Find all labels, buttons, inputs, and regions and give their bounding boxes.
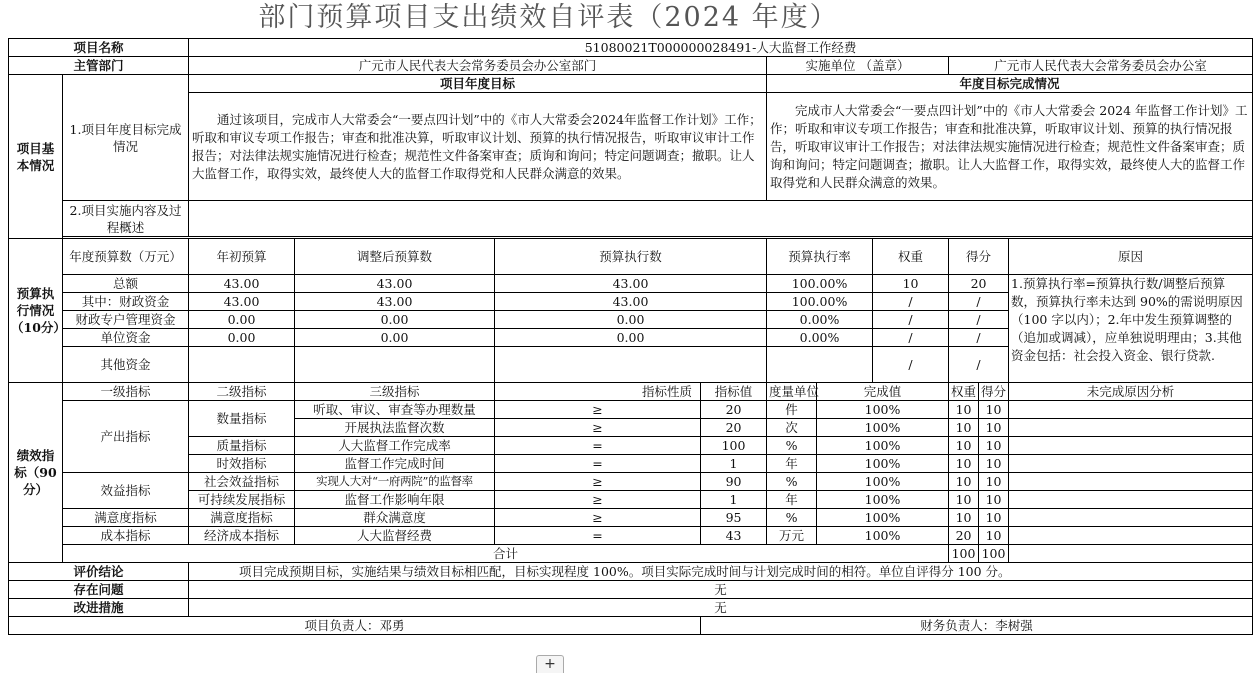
budget-row-label: 单位资金 (63, 329, 189, 347)
indicator-weight: 10 (949, 401, 979, 419)
budget-executed: 0.00 (495, 329, 767, 347)
hdr-rate: 预算执行率 (767, 239, 873, 275)
dept-value: 广元市人民代表大会常务委员会办公室部门 (189, 57, 767, 75)
finance-lead: 财务负责人：李树强 (701, 617, 1253, 635)
budget-executed (495, 347, 767, 383)
indicator-value: 43 (701, 527, 767, 545)
budget-score: / (949, 293, 1009, 311)
budget-adjusted: 0.00 (295, 329, 495, 347)
total-analysis (1009, 545, 1253, 563)
basic-section-label: 项目基本情况 (9, 75, 63, 239)
hdr-b-score: 得分 (949, 239, 1009, 275)
indicator-score: 10 (979, 401, 1009, 419)
indicator-analysis (1009, 527, 1253, 545)
indicator-nature: = (495, 437, 701, 455)
add-sheet-button[interactable]: + (536, 655, 564, 673)
indicator-nature: = (495, 527, 701, 545)
project-name-label: 项目名称 (9, 39, 189, 57)
indicator-score: 10 (979, 491, 1009, 509)
budget-initial: 0.00 (189, 329, 295, 347)
budget-rate: 100.00% (767, 275, 873, 293)
indicator-unit: 次 (767, 419, 817, 437)
hdr-p-score: 得分 (979, 383, 1009, 401)
problems-label: 存在问题 (9, 581, 189, 599)
completion-header: 年度目标完成情况 (767, 75, 1253, 93)
indicator-value: 100 (701, 437, 767, 455)
lvl1-benefit: 效益指标 (63, 473, 189, 509)
budget-row-label: 财政专户管理资金 (63, 311, 189, 329)
hdr-value: 指标值 (701, 383, 767, 401)
indicator-score: 10 (979, 473, 1009, 491)
lvl2-timeliness: 时效指标 (189, 455, 295, 473)
lvl2-satisfaction: 满意度指标 (189, 509, 295, 527)
lvl2-quantity: 数量指标 (189, 401, 295, 437)
hdr-executed: 预算执行数 (495, 239, 767, 275)
lvl2-cost: 经济成本指标 (189, 527, 295, 545)
indicator-value: 1 (701, 491, 767, 509)
budget-row-label: 其中：财政资金 (63, 293, 189, 311)
lvl3-indicator: 开展执法监督次数 (295, 419, 495, 437)
budget-adjusted: 0.00 (295, 311, 495, 329)
budget-weight: 10 (873, 275, 949, 293)
budget-executed: 43.00 (495, 293, 767, 311)
indicator-completed: 100% (817, 491, 949, 509)
lvl2-sustainable: 可持续发展指标 (189, 491, 295, 509)
indicator-analysis (1009, 509, 1253, 527)
indicator-weight: 10 (949, 491, 979, 509)
impl-unit-value: 广元市人民代表大会常务委员会办公室 (949, 57, 1253, 75)
project-lead: 项目负责人：邓勇 (9, 617, 701, 635)
lvl3-indicator: 监督工作完成时间 (295, 455, 495, 473)
indicator-analysis (1009, 455, 1253, 473)
budget-weight: / (873, 311, 949, 329)
hdr-p-weight: 权重 (949, 383, 979, 401)
indicator-value: 1 (701, 455, 767, 473)
budget-score: / (949, 329, 1009, 347)
lvl2-social: 社会效益指标 (189, 473, 295, 491)
content-value (189, 201, 1253, 237)
indicator-value: 20 (701, 419, 767, 437)
goal-completion-label: 1.项目年度目标完成情况 (63, 75, 189, 201)
indicator-nature: ≥ (495, 491, 701, 509)
budget-score: 20 (949, 275, 1009, 293)
indicator-completed: 100% (817, 455, 949, 473)
hdr-lvl2: 二级指标 (189, 383, 295, 401)
indicator-unit: 年 (767, 455, 817, 473)
budget-weight: / (873, 329, 949, 347)
lvl2-quality: 质量指标 (189, 437, 295, 455)
improvements-label: 改进措施 (9, 599, 189, 617)
budget-weight: / (873, 293, 949, 311)
indicator-completed: 100% (817, 401, 949, 419)
indicator-nature: ≥ (495, 401, 701, 419)
budget-initial: 43.00 (189, 275, 295, 293)
hdr-adjusted: 调整后预算数 (295, 239, 495, 275)
budget-score: / (949, 347, 1009, 383)
indicator-unit: 万元 (767, 527, 817, 545)
indicator-analysis (1009, 491, 1253, 509)
annual-goal-text: 通过该项目，完成市人大常委会“一要点四计划”中的《市人大常委会2024年监督工作计划》工作；听取和审议专项工作报告；审查和批准决算，听取审议计划、预算的执行情况报告，听取审议审计工作报告；对法律法规实施情况进行检查；规范性文件备案审查；质询和询问；特定问题调查；撤职。让人大监督工作，取得实效，最终使人大的监督工作取得党和人民群众满意的效果。 (189, 93, 767, 201)
hdr-completed: 完成值 (817, 383, 949, 401)
improvements-value: 无 (189, 599, 1253, 617)
budget-score: / (949, 311, 1009, 329)
indicator-nature: ≥ (495, 473, 701, 491)
indicator-value: 20 (701, 401, 767, 419)
budget-adjusted: 43.00 (295, 293, 495, 311)
lvl1-cost: 成本指标 (63, 527, 189, 545)
lvl3-indicator: 人大监督工作完成率 (295, 437, 495, 455)
indicator-score: 10 (979, 509, 1009, 527)
budget-initial: 43.00 (189, 293, 295, 311)
indicator-analysis (1009, 437, 1253, 455)
indicator-nature: ≥ (495, 509, 701, 527)
lvl3-indicator: 听取、审议、审查等办理数量 (295, 401, 495, 419)
budget-rate: 0.00% (767, 329, 873, 347)
completion-text: 完成市人大常委会“一要点四计划”中的《市人大常委会 2024 年监督工作计划》工作；听取和审议专项工作报告；审查和批准决算，听取审议计划、预算的执行情况报告，听取审议审计工作报告；对法律法规实施情况进行检查；规范性文件备案审查；质询和询问；特定问题调查；撤职。让人大监督工作，取得实效，最终使人大的监督工作取得党和人民群众满意的效果。 (767, 93, 1253, 201)
lvl3-indicator: 实现人大对“一府两院”的监督率 (295, 473, 495, 491)
indicator-analysis (1009, 419, 1253, 437)
indicator-analysis (1009, 401, 1253, 419)
indicator-weight: 10 (949, 473, 979, 491)
indicator-nature: = (495, 455, 701, 473)
project-name-value: 51080021T000000028491-人大监督工作经费 (189, 39, 1253, 57)
hdr-reason: 原因 (1009, 239, 1253, 275)
budget-adjusted: 43.00 (295, 275, 495, 293)
indicator-completed: 100% (817, 509, 949, 527)
indicator-nature: ≥ (495, 419, 701, 437)
lvl1-output: 产出指标 (63, 401, 189, 473)
indicator-unit: 件 (767, 401, 817, 419)
lvl1-satisfaction: 满意度指标 (63, 509, 189, 527)
indicator-value: 90 (701, 473, 767, 491)
impl-unit-label: 实施单位 （盖章） (767, 57, 949, 75)
total-score: 100 (979, 545, 1009, 563)
budget-initial (189, 347, 295, 383)
indicator-score: 10 (979, 455, 1009, 473)
evaluation-table (8, 38, 1253, 635)
budget-rate: 100.00% (767, 293, 873, 311)
indicator-completed: 100% (817, 527, 949, 545)
budget-row-label: 其他资金 (63, 347, 189, 383)
budget-rate: 0.00% (767, 311, 873, 329)
budget-executed: 0.00 (495, 311, 767, 329)
total-label: 合计 (63, 545, 949, 563)
total-weight: 100 (949, 545, 979, 563)
indicator-score: 10 (979, 419, 1009, 437)
annual-goal-header: 项目年度目标 (189, 75, 767, 93)
budget-adjusted (295, 347, 495, 383)
budget-reason-text: 1.预算执行率=预算执行数/调整后预算数，预算执行率未达到 90%的需说明原因（100 字以内）；2.年中发生预算调整的（追加或调减），应单独说明理由；3.其他资金包括：社会投入资金、银行贷款. (1009, 275, 1253, 383)
indicator-completed: 100% (817, 419, 949, 437)
indicator-score: 10 (979, 527, 1009, 545)
indicator-unit: % (767, 473, 817, 491)
hdr-nature: 指标性质 (495, 383, 701, 401)
hdr-unit: 度量单位 (767, 383, 817, 401)
indicator-completed: 100% (817, 473, 949, 491)
indicator-weight: 10 (949, 437, 979, 455)
indicator-unit: % (767, 509, 817, 527)
budget-executed: 43.00 (495, 275, 767, 293)
budget-rate (767, 347, 873, 383)
hdr-lvl3: 三级指标 (295, 383, 495, 401)
dept-label: 主管部门 (9, 57, 189, 75)
indicator-value: 95 (701, 509, 767, 527)
page-title: 部门预算项目支出绩效自评表（2024 年度） (258, 2, 839, 33)
hdr-lvl1: 一级指标 (63, 383, 189, 401)
indicator-weight: 10 (949, 419, 979, 437)
budget-section-label: 预算执行情况（10分） (9, 239, 63, 383)
perf-section-label: 绩效指标（90分） (9, 383, 63, 563)
problems-value: 无 (189, 581, 1253, 599)
indicator-unit: 年 (767, 491, 817, 509)
budget-row-label: 总额 (63, 275, 189, 293)
evaluation-label: 评价结论 (9, 563, 189, 581)
lvl3-indicator: 人大监督经费 (295, 527, 495, 545)
hdr-year-budget: 年度预算数（万元） (63, 239, 189, 275)
hdr-b-weight: 权重 (873, 239, 949, 275)
hdr-analysis: 未完成原因分析 (1009, 383, 1253, 401)
indicator-score: 10 (979, 437, 1009, 455)
budget-initial: 0.00 (189, 311, 295, 329)
indicator-weight: 10 (949, 509, 979, 527)
lvl3-indicator: 群众满意度 (295, 509, 495, 527)
hdr-initial: 年初预算 (189, 239, 295, 275)
lvl3-indicator: 监督工作影响年限 (295, 491, 495, 509)
indicator-weight: 20 (949, 527, 979, 545)
indicator-weight: 10 (949, 455, 979, 473)
evaluation-text: 项目完成预期目标，实施结果与绩效目标相匹配，目标实现程度 100%。项目实际完成时间与计划完成时间的相符。单位自评得分 100 分。 (189, 563, 1253, 581)
content-label: 2.项目实施内容及过程概述 (63, 201, 189, 237)
indicator-analysis (1009, 473, 1253, 491)
indicator-completed: 100% (817, 437, 949, 455)
budget-weight: / (873, 347, 949, 383)
indicator-unit: % (767, 437, 817, 455)
